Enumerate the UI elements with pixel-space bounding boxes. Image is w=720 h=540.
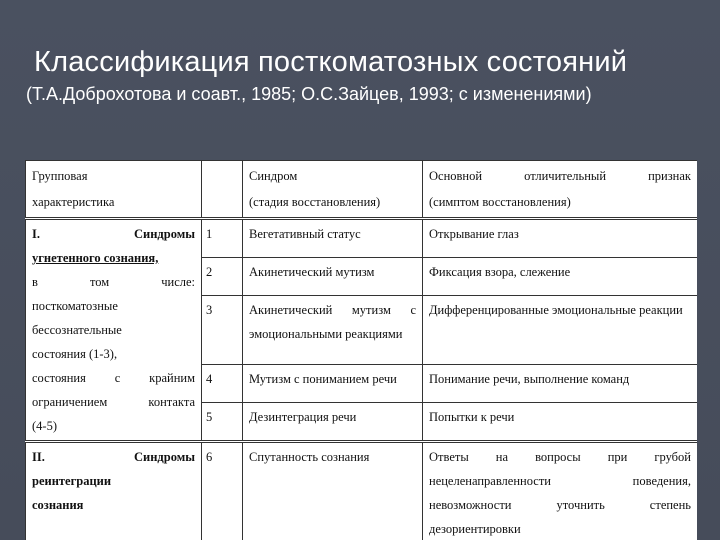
group-2-line3: сознания	[32, 498, 84, 512]
table-row	[26, 442, 698, 540]
header-sign	[423, 161, 698, 219]
group-1-cell	[26, 219, 202, 442]
row-4-sign: Понимание речи, выполнение команд	[423, 365, 698, 403]
group-2-cell	[26, 442, 202, 540]
group-1-line5: бессознательные	[32, 323, 122, 337]
row-3-sign: Дифференцированные эмоциональные реакции	[423, 295, 698, 364]
header-syndrome-line1: Синдром	[249, 169, 298, 183]
slide-title: Классификация посткоматозных состояний	[34, 46, 628, 78]
row-1-num: 1	[202, 219, 243, 258]
header-num	[202, 161, 243, 219]
row-2-sign: Фиксация взора, слежение	[423, 258, 698, 296]
row-2-syndrome: Акинетический мутизм	[243, 258, 423, 296]
row-3-syndrome: Акинетический мутизм с эмоциональными реакциями	[243, 295, 423, 364]
header-syndrome-line2: (стадия восстановления)	[249, 195, 381, 209]
group-1-title: I. Синдромы	[32, 227, 195, 241]
row-6-num: 6	[202, 442, 243, 540]
header-sign-line1: Основной отличительный признак	[429, 169, 691, 183]
row-2-num: 2	[202, 258, 243, 296]
row-5-num: 5	[202, 402, 243, 441]
group-1-line8: ограничением контакта	[32, 395, 195, 409]
header-group-line2: характеристика	[32, 195, 115, 209]
table-header-row	[26, 161, 698, 219]
row-1-syndrome: Вегетативный статус	[243, 219, 423, 258]
header-syndrome	[243, 161, 423, 219]
row-4-syndrome: Мутизм с пониманием речи	[243, 365, 423, 403]
row-5-syndrome: Дезинтеграция речи	[243, 402, 423, 441]
group-1-line9: (4-5)	[32, 419, 57, 433]
header-group	[26, 161, 202, 219]
row-6-sign: Ответы на вопросы при грубой нецеленаправленности поведения, невозможности уточнить степень дезориентировки	[423, 442, 698, 540]
classification-table-container	[25, 160, 697, 540]
group-1-line4: посткоматозные	[32, 299, 118, 313]
row-6-syndrome: Спутанность сознания	[243, 442, 423, 540]
header-group-line1: Групповая	[32, 169, 88, 183]
row-3-num: 3	[202, 295, 243, 364]
row-5-sign: Попытки к речи	[423, 402, 698, 441]
group-1-line3: в том числе:	[32, 275, 195, 289]
group-1-line6: состояния (1-3),	[32, 347, 118, 361]
group-1-line7: состояния с крайним	[32, 371, 195, 385]
classification-table	[25, 160, 697, 540]
group-1-subtitle: угнетенного сознания,	[32, 251, 159, 265]
group-2-line2: реинтеграции	[32, 474, 112, 488]
row-1-sign: Открывание глаз	[423, 219, 698, 258]
header-sign-line2: (симптом восстановления)	[429, 195, 571, 209]
slide-subtitle: (Т.А.Доброхотова и соавт., 1985; О.С.Зайцев, 1993; с изменениями)	[26, 84, 592, 104]
table-row	[26, 219, 698, 258]
row-4-num: 4	[202, 365, 243, 403]
group-2-title: II. Синдромы	[32, 450, 195, 464]
